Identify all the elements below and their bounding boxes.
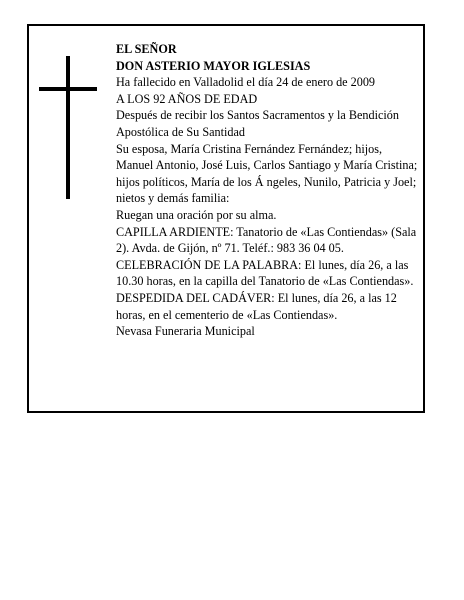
prayer-statement: Ruegan una oración por su alma. <box>116 207 277 222</box>
celebration-statement: CELEBRACIÓN DE LA PALABRA: El lunes, día 26, a las 10.30 horas, en la capilla del Tanatorio de «Las Contiendas». <box>116 257 414 289</box>
funeral-home: Nevasa Funeraria Municipal <box>116 324 255 339</box>
farewell-statement: DESPEDIDA DEL CADÁVER: El lunes, día 26, a las 12 horas, en el cementerio de «Las Contiendas». <box>116 290 397 322</box>
chapel-statement: CAPILLA ARDIENTE: Tanatorio de «Las Contiendas» (Sala 2). Avda. de Gijón, nº 71. Teléf.: 983 36 04 05. <box>116 224 417 256</box>
obituary-notice <box>27 24 425 413</box>
cross-vertical-bar <box>66 56 70 199</box>
family-statement: Su esposa, María Cristina Fernández Fernández; hijos, Manuel Antonio, José Luis, Carlos Santiago y María Cristina; hijos políticos, María de los Á ngeles, Nunilo, Patricia y Joel; nietos y demás familia: <box>116 141 418 206</box>
age-statement: A LOS 92 AÑOS DE EDAD <box>116 91 258 106</box>
notice-text <box>116 41 422 340</box>
cross-icon <box>39 56 97 199</box>
notice-title: EL SEÑOR <box>116 42 177 56</box>
sacraments-statement: Después de recibir los Santos Sacramentos y la Bendición Apostólica de Su Santidad <box>116 108 399 139</box>
deceased-name: DON ASTERIO MAYOR IGLESIAS <box>116 58 311 73</box>
death-statement: Ha fallecido en Valladolid el día 24 de enero de 2009 <box>116 75 376 90</box>
cross-horizontal-bar <box>39 87 97 91</box>
